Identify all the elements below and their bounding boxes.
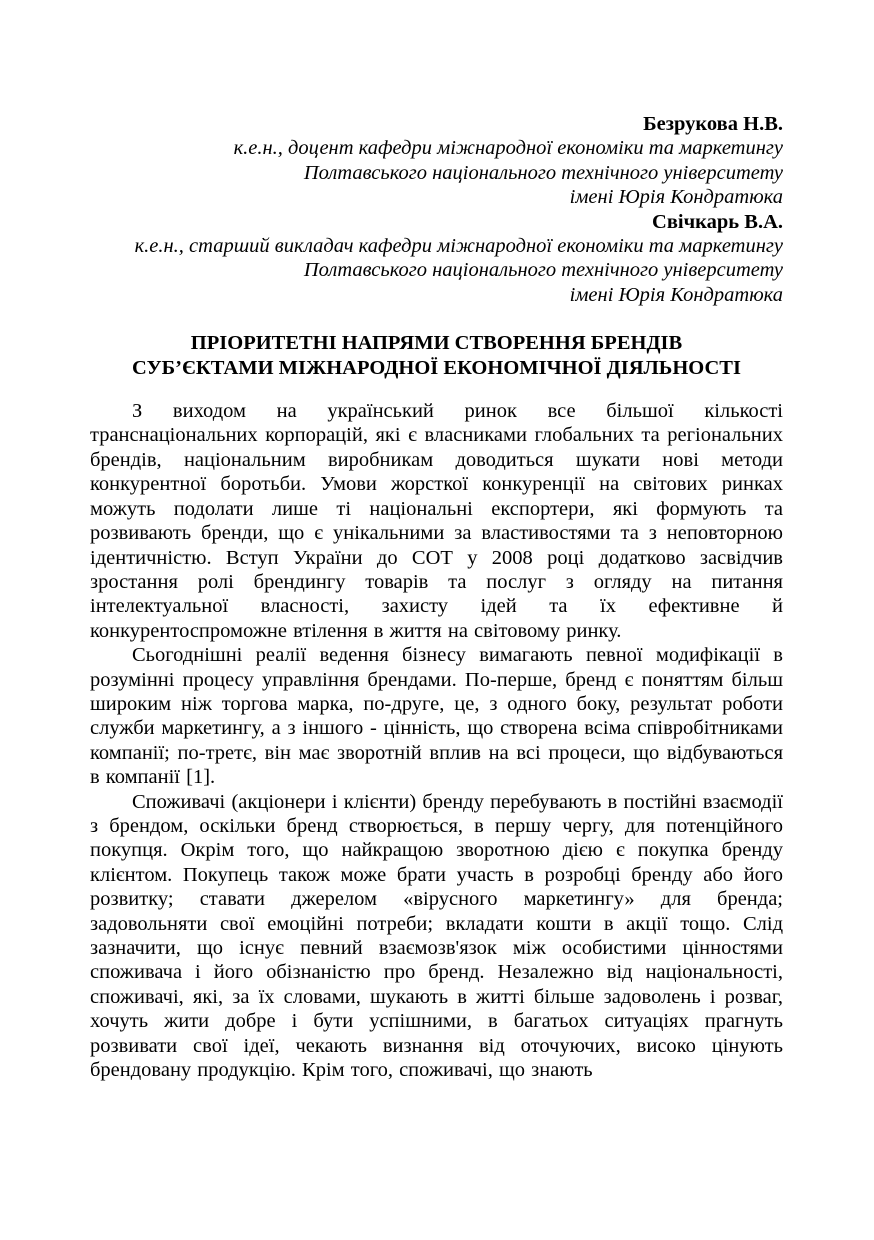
body-paragraph-3: Споживачі (акціонери і клієнти) бренду перебувають в постійні взаємодії з брендом, оскільки бренд створюється, в першу чергу, для потенційного покупця. Окрім того, що найкращою зворотною дією є покупка бренду клієнтом. Покупець також може брати участь в розробці бренду або його розвитку; ставати джерелом «вірусного маркетингу» для бренда; задовольняти свої емоційні потреби; вкладати кошти в акції тощо. Слід зазначити, що існує певний взаємозв'язок між особистими цінностями споживача і його обізнаністю про бренд. Незалежно від національності, споживачі, які, за їх словами, шукають в житті більше задоволень і розваг, хочуть жити добре і бути успішними, в багатьох ситуаціях прагнуть розвивати свої ідеї, чекають визнання від оточуючих, високо цінують брендовану продукцію. Крім того, споживачі, що знають xyxy=(90,790,783,1082)
author-2-affiliation-line-1: к.е.н., старший викладач кафедри міжнародної економіки та маркетингу xyxy=(134,235,783,258)
author-2-name: Свічкарь В.А. xyxy=(652,210,783,233)
body-paragraph-2: Сьогоднішні реалії ведення бізнесу вимагають певної модифікації в розумінні процесу управління брендами. По-перше, бренд є поняттям більш широким ніж торгова марка, по-друге, це, з одного боку, результат роботи служби маркетингу, а з іншого - цінність, що створена всіма співробітниками компанії; по-третє, він має зворотній вплив на всі процеси, що відбуваються в компанії [1]. xyxy=(90,644,783,789)
body-paragraph-1: З виходом на український ринок все більшої кількості транснаціональних корпорацій, які є власниками глобальних та регіональних брендів, національним виробникам доводиться шукати нові методи конкурентної боротьби. Умови жорсткої конкуренції на світових ринках можуть подолати лише ті національні експортери, які формують та розвивають бренди, що є унікальними за властивостями та з неповторною ідентичністю. Вступ України до СОТ у 2008 році додатково засвідчив зростання ролі брендингу товарів та послуг з огляду на питання інтелектуальної власності, захисту ідей та їх ефективне й конкурентоспроможне втілення в життя на світовому ринку. xyxy=(90,400,783,642)
author-block xyxy=(90,112,783,307)
paper-title-line-1: ПРІОРИТЕТНІ НАПРЯМИ СТВОРЕННЯ БРЕНДІВ xyxy=(190,332,683,355)
author-1-name: Безрукова Н.В. xyxy=(643,113,783,135)
paper-title-line-2: СУБ’ЄКТАМИ МІЖНАРОДНОЇ ЕКОНОМІЧНОЇ ДІЯЛЬНОСТІ xyxy=(132,356,741,379)
author-1-affiliation-line-2: Полтавського національного технічного університету xyxy=(303,161,783,184)
paper-title xyxy=(90,331,783,380)
author-1-affiliation-line-3: імені Юрія Кондратюка xyxy=(569,186,783,209)
article-body xyxy=(90,399,783,1082)
author-1-affiliation-line-1: к.е.н., доцент кафедри міжнародної економіки та маркетингу xyxy=(233,137,783,160)
author-2-affiliation-line-2: Полтавського національного технічного університету xyxy=(303,259,783,282)
author-2-affiliation-line-3: імені Юрія Кондратюка xyxy=(569,283,783,306)
